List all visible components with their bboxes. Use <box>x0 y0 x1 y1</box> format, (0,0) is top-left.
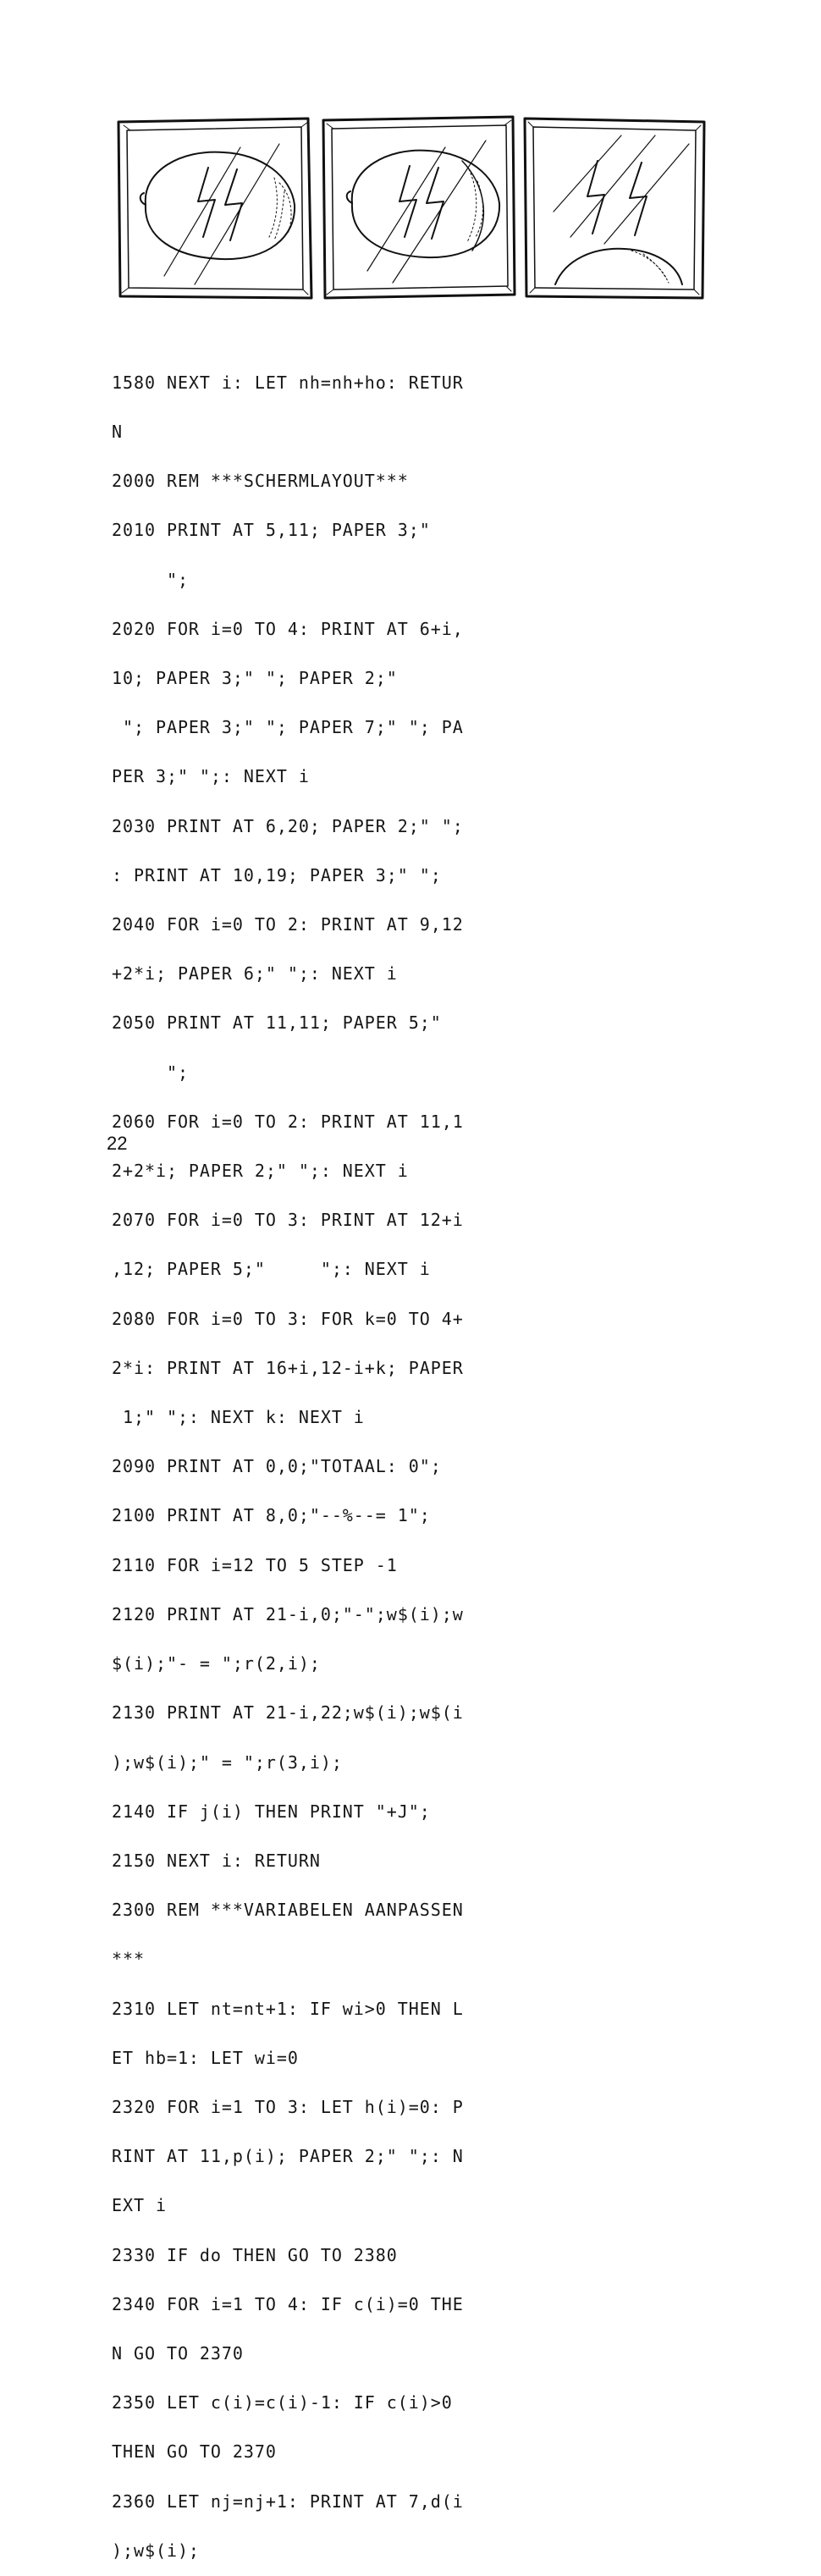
lemon-sliced-icon <box>347 151 499 258</box>
code-line: RINT AT 11,p(i); PAPER 2;" ";: N <box>112 2146 464 2167</box>
code-line: 2050 PRINT AT 11,11; PAPER 5;" <box>112 1012 442 1034</box>
code-line: );w$(i);" = ";r(3,i); <box>112 1751 343 1773</box>
code-line: 2090 PRINT AT 0,0;"TOTAAL: 0"; <box>112 1456 442 1477</box>
code-line: 2140 IF j(i) THEN PRINT "+J"; <box>112 1801 431 1822</box>
code-line: 2080 FOR i=0 TO 3: FOR k=0 TO 4+ <box>112 1308 464 1329</box>
code-line: "; <box>112 1062 189 1083</box>
code-line: ET hb=1: LET wi=0 <box>112 2047 299 2068</box>
code-line: 1;" ";: NEXT k: NEXT i <box>112 1407 365 1428</box>
code-line: 2000 REM ***SCHERMLAYOUT*** <box>112 471 409 492</box>
lemon-halves-icon <box>555 249 682 284</box>
code-line: 2100 PRINT AT 8,0;"--%--= 1"; <box>112 1505 431 1526</box>
code-line: 2030 PRINT AT 6,20; PAPER 2;" "; <box>112 815 464 836</box>
code-line: 2150 NEXT i: RETURN <box>112 1850 321 1871</box>
code-line: ,12; PAPER 5;" ";: NEXT i <box>112 1259 431 1280</box>
code-line: N <box>112 422 123 443</box>
code-line: $(i);"- = ";r(2,i); <box>112 1653 321 1674</box>
code-line: 2360 LET nj=nj+1: PRINT AT 7,d(i <box>112 2491 464 2512</box>
code-line: 2320 FOR i=1 TO 3: LET h(i)=0: P <box>112 2096 464 2117</box>
code-line: 2340 FOR i=1 TO 4: IF c(i)=0 THE <box>112 2293 464 2314</box>
code-line: 2+2*i; PAPER 2;" ";: NEXT i <box>112 1161 409 1182</box>
code-line: N GO TO 2370 <box>112 2342 244 2364</box>
code-line: 10; PAPER 3;" "; PAPER 2;" <box>112 668 398 689</box>
code-line: EXT i <box>112 2195 167 2216</box>
code-line: 2010 PRINT AT 5,11; PAPER 3;" <box>112 520 431 541</box>
code-line: 2060 FOR i=0 TO 2: PRINT AT 11,1 <box>112 1111 464 1132</box>
code-line: 2040 FOR i=0 TO 2: PRINT AT 9,12 <box>112 914 464 935</box>
code-line: 2120 PRINT AT 21-i,0;"-";w$(i);w <box>112 1603 464 1624</box>
code-line: 2130 PRINT AT 21-i,22;w$(i);w$(i <box>112 1702 464 1724</box>
code-line: 2110 FOR i=12 TO 5 STEP -1 <box>112 1554 398 1575</box>
code-line: 1580 NEXT i: LET nh=nh+ho: RETUR <box>112 372 464 393</box>
illustration-panel-3 <box>525 119 704 298</box>
code-line: 2020 FOR i=0 TO 4: PRINT AT 6+i, <box>112 618 464 639</box>
code-line: 2310 LET nt=nt+1: IF wi>0 THEN L <box>112 1998 464 2019</box>
code-line: 2300 REM ***VARIABELEN AANPASSEN <box>112 1900 464 1921</box>
lemon-whole-icon <box>141 152 295 260</box>
lemon-cut-illustration <box>113 110 708 305</box>
page-number: 22 <box>107 1133 128 1154</box>
code-line: *** <box>112 1949 145 1970</box>
code-line: 2070 FOR i=0 TO 3: PRINT AT 12+i <box>112 1210 464 1231</box>
code-line: 2350 LET c(i)=c(i)-1: IF c(i)>0 <box>112 2392 453 2413</box>
code-line: THEN GO TO 2370 <box>112 2441 277 2463</box>
code-line: 2*i: PRINT AT 16+i,12-i+k; PAPER <box>112 1357 464 1378</box>
basic-program-listing <box>112 342 552 2576</box>
illustration-panel-2 <box>323 117 515 298</box>
code-line: "; PAPER 3;" "; PAPER 7;" "; PA <box>112 717 464 738</box>
code-line: : PRINT AT 10,19; PAPER 3;" "; <box>112 864 442 885</box>
code-line: "; <box>112 569 189 590</box>
code-line: 2330 IF do THEN GO TO 2380 <box>112 2244 398 2265</box>
code-line: );w$(i); <box>112 2540 200 2561</box>
code-line: +2*i; PAPER 6;" ";: NEXT i <box>112 963 398 985</box>
illustration-panel-1 <box>118 119 311 298</box>
code-line: PER 3;" ";: NEXT i <box>112 766 310 787</box>
